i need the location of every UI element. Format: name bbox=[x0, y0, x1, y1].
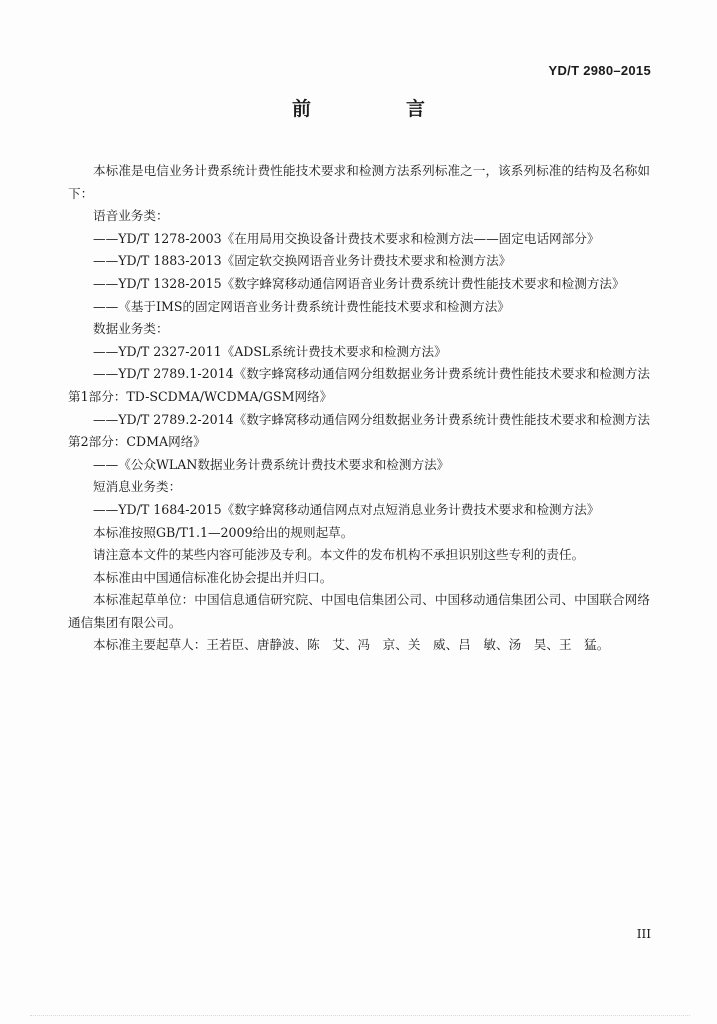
list-item: ——YD/T 1278-2003《在用局用交换设备计费技术要求和检测方法——固定电话网部分》 bbox=[93, 230, 600, 246]
list-item: ——YD/T 1328-2015《数字蜂窝移动通信网语音业务计费系统计费性能技术要求和检测方法》 bbox=[93, 275, 625, 291]
list-item: ——YD/T 1684-2015《数字蜂窝移动通信网点对点短消息业务计费技术要求和检测方法》 bbox=[93, 501, 600, 517]
paragraph-drafting-rules: 本标准按照GB/T1.1—2009给出的规则起草。 bbox=[93, 524, 354, 540]
list-item: ——《公众WLAN数据业务计费系统计费技术要求和检测方法》 bbox=[93, 456, 450, 472]
page-title: 前 言 bbox=[291, 98, 463, 120]
paragraph-intro: 本标准是电信业务计费系统计费性能技术要求和检测方法系列标准之一，该系列标准的结构及名称如下： bbox=[68, 163, 650, 201]
category-data: 数据业务类： bbox=[93, 321, 169, 337]
paragraph-drafters: 本标准主要起草人：王若臣、唐静波、陈 艾、冯 京、关 威、吕 敏、汤 昊、王 猛。 bbox=[93, 637, 610, 653]
list-item: ——《基于IMS的固定网语音业务计费系统计费性能技术要求和检测方法》 bbox=[93, 298, 510, 314]
list-item: ——YD/T 2327-2011《ADSL系统计费技术要求和检测方法》 bbox=[93, 343, 447, 359]
page-number: III bbox=[636, 927, 651, 941]
list-item: ——YD/T 2789.1-2014《数字蜂窝移动通信网分组数据业务计费系统计费性能技术要求和检测方法 第1部分：TD-SCDMA/WCDMA/GSM网络》 bbox=[68, 366, 650, 404]
bottom-divider bbox=[30, 1014, 690, 1016]
standard-code: YD/T 2980–2015 bbox=[548, 63, 651, 78]
paragraph-patent-notice: 请注意本文件的某些内容可能涉及专利。本文件的发布机构不承担识别这些专利的责任。 bbox=[93, 547, 585, 563]
paragraph-proposer: 本标准由中国通信标准化协会提出并归口。 bbox=[93, 569, 333, 585]
category-voice: 语音业务类： bbox=[93, 208, 169, 224]
list-item: ——YD/T 2789.2-2014《数字蜂窝移动通信网分组数据业务计费系统计费性能技术要求和检测方法 第2部分：CDMA网络》 bbox=[68, 411, 650, 450]
list-item: ——YD/T 1883-2013《固定软交换网语音业务计费技术要求和检测方法》 bbox=[93, 253, 512, 269]
foreword-body bbox=[68, 160, 650, 657]
category-sms: 短消息业务类： bbox=[93, 479, 182, 495]
paragraph-drafting-units: 本标准起草单位：中国信息通信研究院、中国电信集团公司、中国移动通信集团公司、中国联合网络通信集团有限公司。 bbox=[68, 592, 650, 630]
